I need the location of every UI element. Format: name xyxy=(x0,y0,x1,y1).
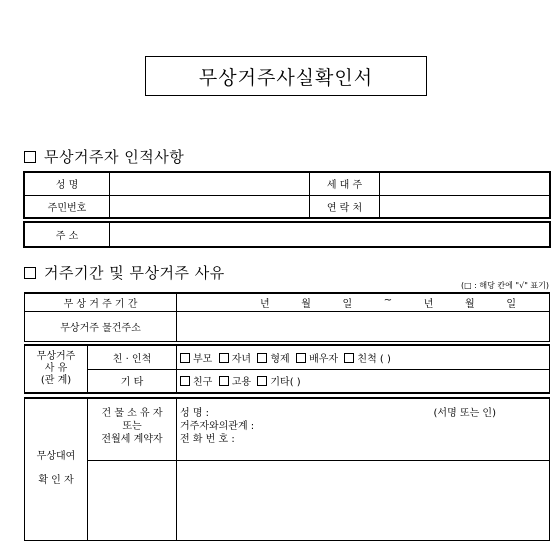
kin-label: 친 · 인척 xyxy=(88,345,177,369)
contact-field[interactable] xyxy=(380,195,550,218)
period-table xyxy=(24,292,550,342)
period-field[interactable] xyxy=(177,293,550,311)
section1-heading xyxy=(24,146,184,167)
personal-info-table xyxy=(24,172,550,218)
kin-option-relative[interactable]: 친척 ( ) xyxy=(344,354,390,365)
address-label: 주 소 xyxy=(25,223,110,247)
section2-heading-text: 거주기간 및 무상거주 사유 xyxy=(44,264,225,282)
rrn-field[interactable] xyxy=(110,195,310,218)
rrn-label: 주민번호 xyxy=(25,195,110,218)
checkbox-icon[interactable] xyxy=(257,353,267,363)
owner-info-field[interactable] xyxy=(177,398,550,460)
checkbox-icon[interactable] xyxy=(180,376,190,386)
other-option-other[interactable]: 기타( ) xyxy=(257,377,300,388)
phone-label: 전 화 번 호 : xyxy=(180,434,235,445)
reason-table xyxy=(24,344,550,394)
reason-label-line1: 무상거주 xyxy=(36,351,76,362)
lender-label xyxy=(25,398,88,540)
checkbox-icon[interactable] xyxy=(219,376,229,386)
kin-option-parent[interactable]: 부모 xyxy=(180,354,212,365)
relation-label: 거주자와의관계 : xyxy=(180,421,255,432)
address-field[interactable] xyxy=(110,223,550,247)
year-start-label: 년 xyxy=(260,298,270,310)
section1-heading-text: 무상거주자 인적사항 xyxy=(44,148,185,166)
property-field[interactable] xyxy=(177,311,550,341)
property-label: 무상거주 물건주소 xyxy=(25,311,177,341)
tilde-label: ~ xyxy=(383,294,393,306)
checkbox-icon[interactable] xyxy=(257,376,267,386)
checkbox-square-icon xyxy=(24,151,36,163)
address-table xyxy=(24,222,550,247)
reason-label-line3: (관 계) xyxy=(40,375,72,386)
owner-label-line3: 전월세 계약자 xyxy=(101,434,163,445)
kin-option-child[interactable]: 자녀 xyxy=(219,354,251,365)
other-option-friend[interactable]: 친구 xyxy=(180,377,212,388)
lender-blank-field[interactable] xyxy=(177,460,550,540)
lender-label-line2: 확 인 자 xyxy=(38,475,74,487)
household-field[interactable] xyxy=(380,173,550,196)
month-start-label: 월 xyxy=(301,298,311,310)
section2-heading xyxy=(24,262,225,283)
lender-name-label: 성 명 : xyxy=(180,408,210,419)
day-end-label: 일 xyxy=(506,298,516,310)
owner-label-line2: 또는 xyxy=(122,421,142,432)
other-option-employment[interactable]: 고용 xyxy=(219,377,251,388)
lender-label-line1: 무상대여 xyxy=(36,451,76,463)
contact-label: 연 락 처 xyxy=(310,195,380,218)
checkbox-icon[interactable] xyxy=(180,353,190,363)
checkbox-icon[interactable] xyxy=(344,353,354,363)
reason-label xyxy=(25,345,88,393)
checkbox-icon[interactable] xyxy=(219,353,229,363)
year-end-label: 년 xyxy=(423,298,434,310)
check-note: (□ : 해당 칸에 "√" 표기) xyxy=(460,281,549,290)
checkbox-icon[interactable] xyxy=(296,353,306,363)
other-label: 기 타 xyxy=(88,369,177,393)
lender-blank-cell xyxy=(88,460,177,540)
name-label: 성 명 xyxy=(25,173,110,196)
other-options xyxy=(177,369,550,393)
name-field[interactable] xyxy=(110,173,310,196)
month-end-label: 월 xyxy=(465,298,475,310)
document-title: 무상거주사실확인서 xyxy=(145,56,427,96)
owner-label xyxy=(88,398,177,460)
sign-note: (서명 또는 인) xyxy=(433,408,496,419)
period-label: 무 상 거 주 기 간 xyxy=(25,293,177,311)
reason-label-line2: 사 유 xyxy=(44,363,68,374)
kin-option-spouse[interactable]: 배우자 xyxy=(296,354,338,365)
lender-table xyxy=(24,397,550,541)
kin-option-sibling[interactable]: 형제 xyxy=(257,354,289,365)
day-start-label: 일 xyxy=(342,298,353,310)
owner-label-line1: 건 물 소 유 자 xyxy=(101,408,163,419)
household-label: 세 대 주 xyxy=(310,173,380,196)
checkbox-square-icon xyxy=(24,267,36,279)
kin-options xyxy=(177,345,550,369)
